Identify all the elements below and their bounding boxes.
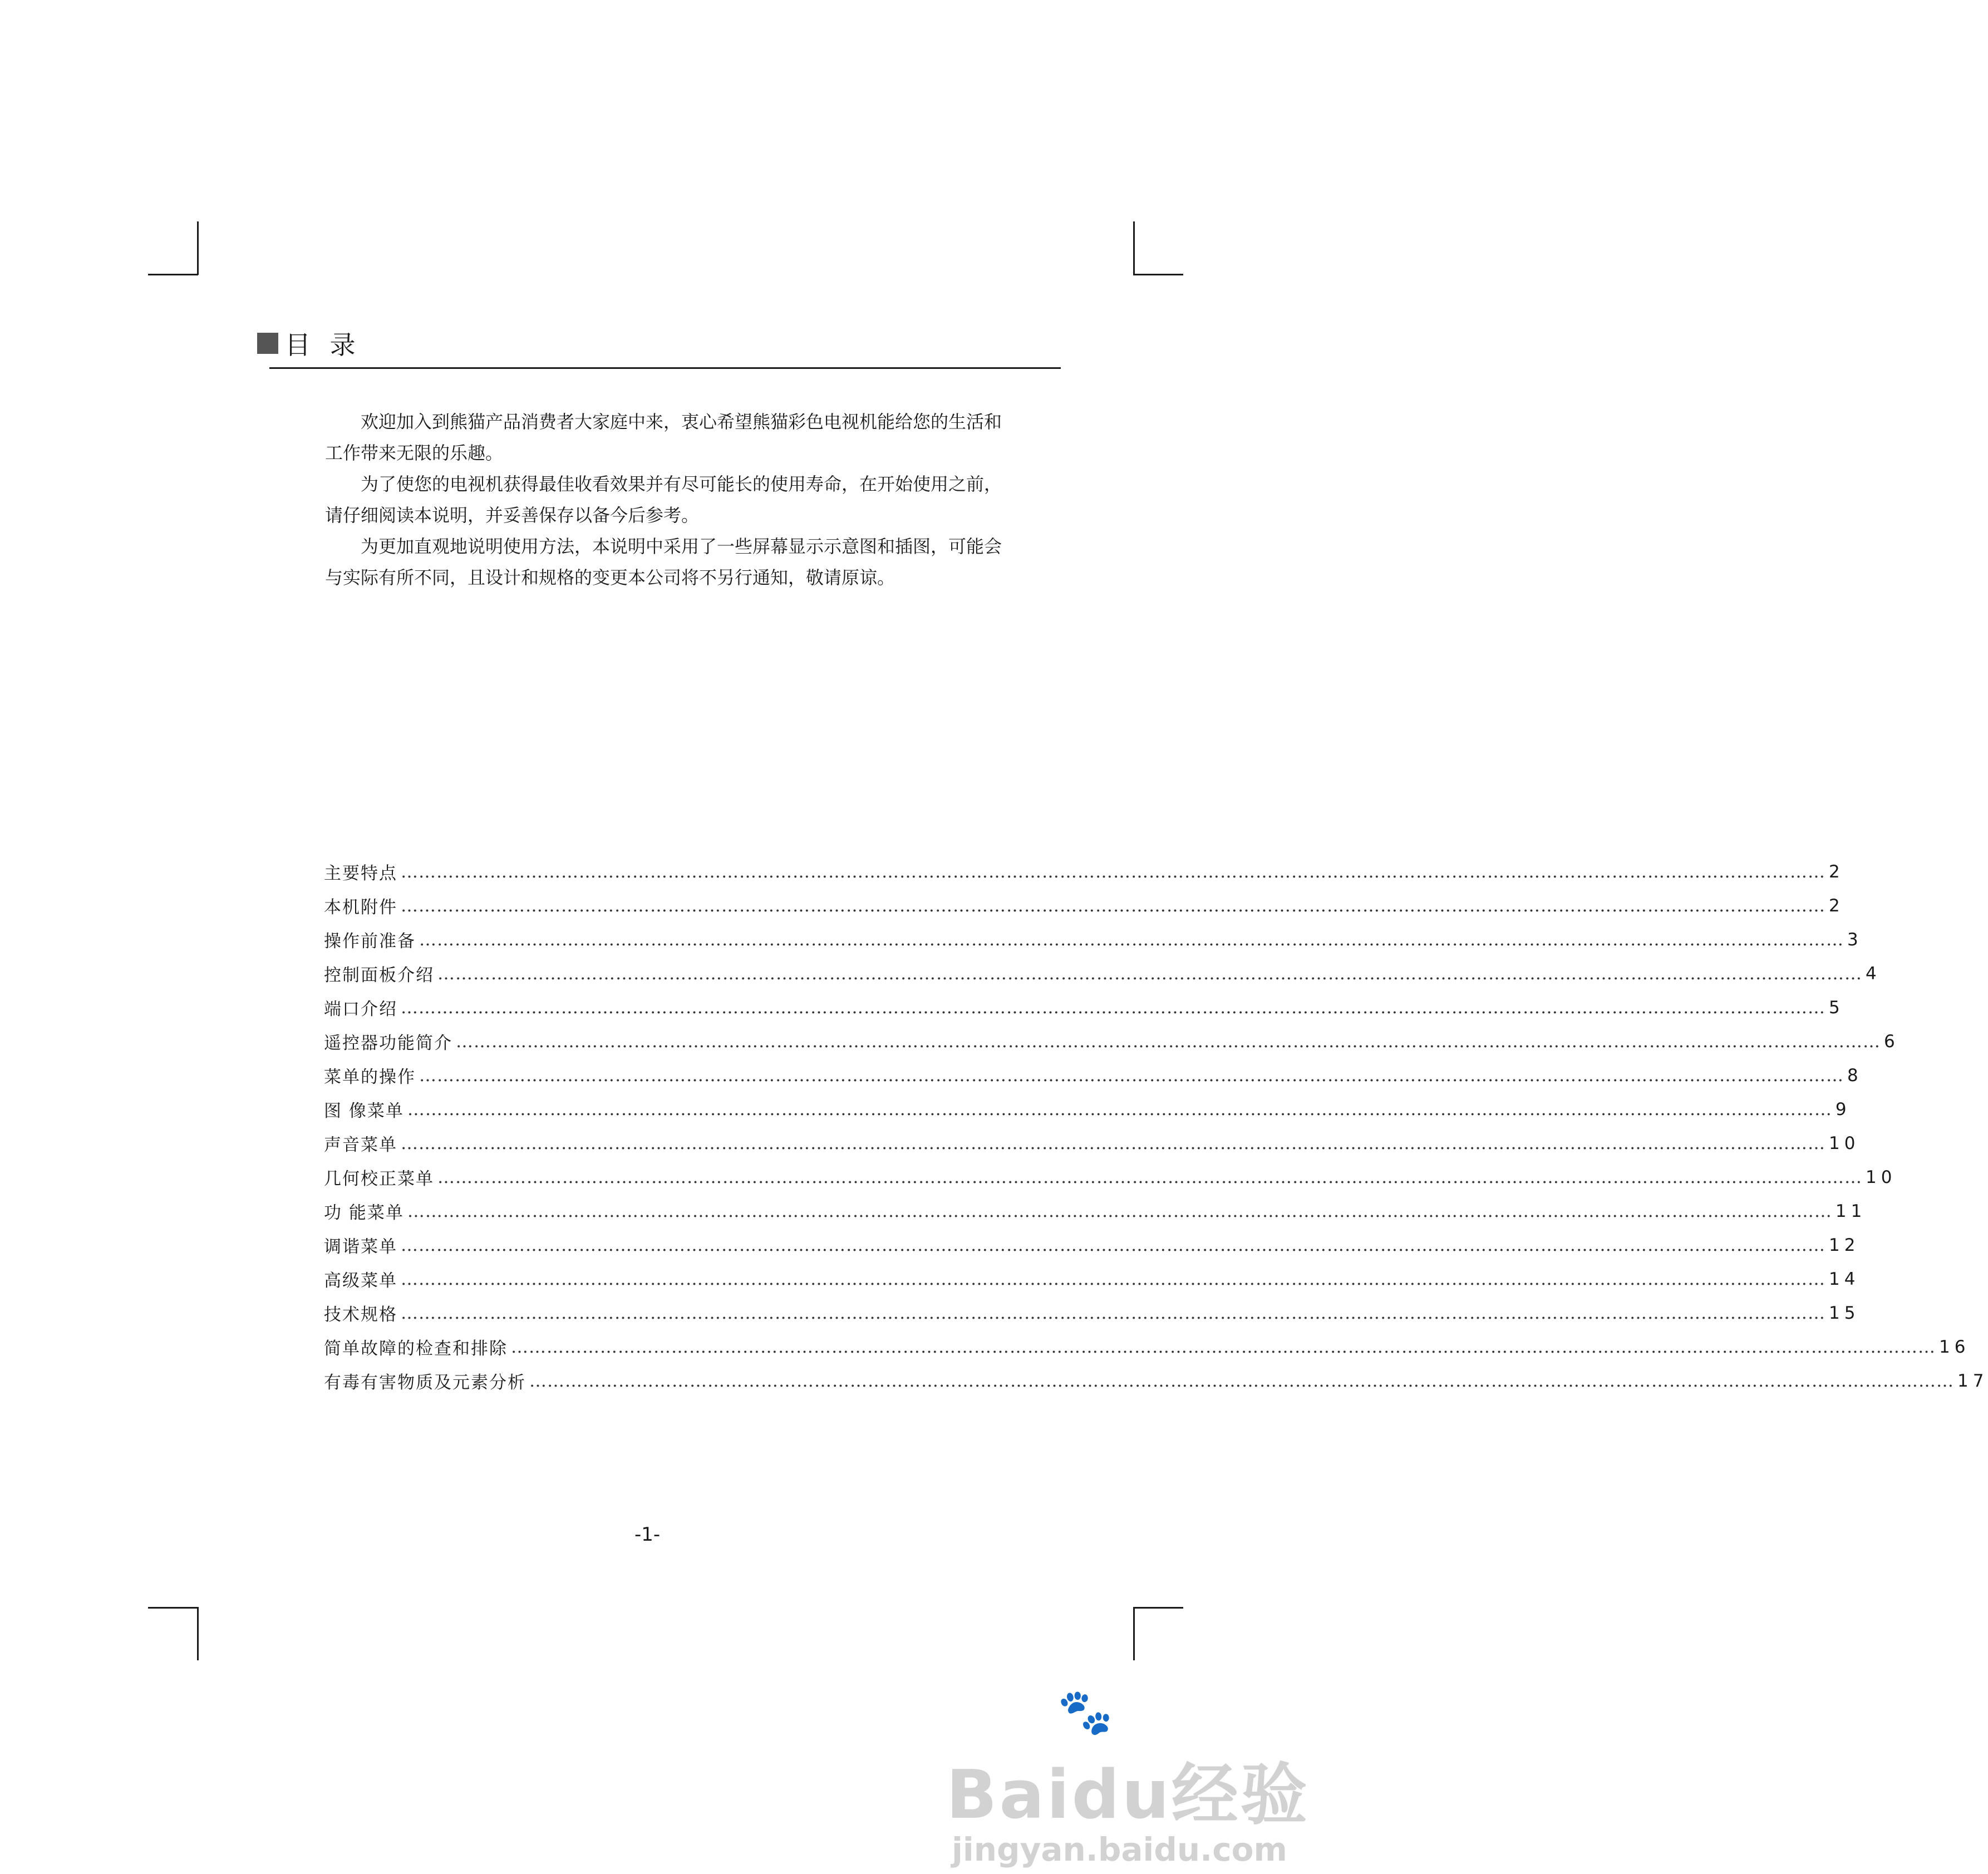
toc-leader-dots: ……………………………………………………………………………………………………………………………………………………………………………………………………………………: [401, 895, 1825, 916]
toc-leader-dots: ……………………………………………………………………………………………………………………………………………………………………………………………………………………: [401, 1303, 1825, 1323]
toc-entry-title: 本机附件: [324, 897, 397, 918]
toc-entry[interactable]: [324, 1194, 1867, 1228]
toc-leader-dots: ……………………………………………………………………………………………………………………………………………………………………………………………………………………: [437, 963, 1862, 984]
intro-text: [325, 406, 1010, 593]
toc-entry-page: 8: [1847, 1065, 1863, 1086]
toc-entry[interactable]: [324, 1160, 1897, 1194]
toc-entry[interactable]: [324, 1126, 1860, 1160]
toc-entry-title: 功 能菜单: [324, 1203, 404, 1223]
toc-entry[interactable]: [324, 1330, 1970, 1364]
toc-entry[interactable]: [324, 1024, 1900, 1058]
toc-leader-dots: ……………………………………………………………………………………………………………………………………………………………………………………………………………………: [401, 861, 1825, 882]
toc-entry[interactable]: [324, 855, 1844, 889]
intro-paragraph: 为了使您的电视机获得最佳收看效果并有尽可能长的使用寿命，在开始使用之前，请仔细阅读本说明，并妥善保存以备今后参考。: [325, 474, 1002, 526]
toc-leader-dots: ……………………………………………………………………………………………………………………………………………………………………………………………………………………: [407, 1201, 1832, 1221]
toc-leader-dots: ……………………………………………………………………………………………………………………………………………………………………………………………………………………: [401, 1133, 1825, 1153]
page-heading: [257, 325, 361, 362]
table-of-contents: [324, 855, 1988, 1398]
toc-entry-title: 有毒有害物质及元素分析: [324, 1373, 526, 1393]
toc-entry-title: 技术规格: [324, 1305, 397, 1325]
crop-mark-top-right-h: [1133, 274, 1183, 275]
toc-entry-page: 6: [1884, 1031, 1900, 1052]
crop-mark-top-left-h: [148, 274, 198, 275]
toc-entry-title: 几何校正菜单: [324, 1169, 434, 1189]
page-title: 目 录: [285, 330, 361, 360]
crop-mark-bottom-right-h: [1133, 1607, 1183, 1609]
toc-leader-dots: ……………………………………………………………………………………………………………………………………………………………………………………………………………………: [419, 929, 1844, 950]
toc-entry[interactable]: [324, 990, 1844, 1024]
heading-rule: [269, 367, 1061, 369]
crop-mark-bottom-left-h: [148, 1607, 198, 1609]
toc-entry-page: 11: [1835, 1201, 1867, 1221]
toc-leader-dots: ……………………………………………………………………………………………………………………………………………………………………………………………………………………: [401, 997, 1825, 1018]
toc-leader-dots: ……………………………………………………………………………………………………………………………………………………………………………………………………………………: [437, 1167, 1862, 1187]
crop-mark-bottom-right-v: [1133, 1607, 1135, 1660]
toc-leader-dots: ……………………………………………………………………………………………………………………………………………………………………………………………………………………: [456, 1031, 1881, 1052]
watermark-logo: Baidu经验: [946, 1757, 1310, 1834]
toc-entry-title: 图 像菜单: [324, 1101, 404, 1121]
paw-icon: 🐾: [1057, 1686, 1113, 1738]
watermark-url: jingyan.baidu.com: [952, 1831, 1287, 1868]
toc-entry-title: 简单故障的检查和排除: [324, 1339, 508, 1359]
crop-mark-bottom-left-v: [197, 1607, 199, 1660]
toc-entry-title: 菜单的操作: [324, 1067, 416, 1087]
toc-entry-page: 9: [1835, 1099, 1851, 1120]
toc-entry-page: 12: [1829, 1235, 1860, 1255]
crop-mark-top-right-v: [1133, 221, 1135, 275]
toc-leader-dots: ……………………………………………………………………………………………………………………………………………………………………………………………………………………: [511, 1337, 1936, 1357]
toc-entry-title: 调谐菜单: [324, 1237, 397, 1257]
toc-entry[interactable]: [324, 1058, 1863, 1092]
intro-paragraph: 欢迎加入到熊猫产品消费者大家庭中来，衷心希望熊猫彩色电视机能给您的生活和工作带来无限的乐趣。: [325, 411, 1002, 463]
toc-entry-title: 高级菜单: [324, 1271, 397, 1291]
toc-leader-dots: ……………………………………………………………………………………………………………………………………………………………………………………………………………………: [529, 1370, 1954, 1391]
intro-paragraph: 为更加直观地说明使用方法，本说明中采用了一些屏幕显示示意图和插图，可能会与实际有所不同，且设计和规格的变更本公司将不另行通知，敬请原谅。: [325, 536, 1002, 588]
toc-entry[interactable]: [324, 1092, 1851, 1126]
toc-entry-page: 5: [1829, 997, 1844, 1018]
toc-entry[interactable]: [324, 1262, 1860, 1296]
toc-entry-title: 遥控器功能简介: [324, 1033, 452, 1053]
toc-entry-title: 声音菜单: [324, 1135, 397, 1155]
toc-entry-title: 端口介绍: [324, 999, 397, 1019]
toc-entry[interactable]: [324, 956, 1881, 990]
toc-entry-title: 操作前准备: [324, 931, 416, 951]
page-number: -1-: [634, 1523, 661, 1546]
toc-entry-page: 15: [1829, 1303, 1860, 1323]
toc-entry-page: 10: [1829, 1133, 1860, 1153]
toc-leader-dots: ……………………………………………………………………………………………………………………………………………………………………………………………………………………: [419, 1065, 1844, 1086]
toc-entry-page: 2: [1829, 895, 1844, 916]
toc-entry[interactable]: [324, 923, 1863, 956]
toc-leader-dots: ……………………………………………………………………………………………………………………………………………………………………………………………………………………: [407, 1099, 1832, 1120]
toc-entry-page: 3: [1847, 929, 1863, 950]
heading-square-icon: [257, 333, 278, 354]
toc-entry-page: 17: [1957, 1370, 1988, 1391]
toc-entry[interactable]: [324, 1228, 1860, 1262]
toc-entry-page: 2: [1829, 861, 1844, 882]
toc-entry-page: 4: [1866, 963, 1881, 984]
toc-entry-title: 控制面板介绍: [324, 965, 434, 985]
toc-entry-title: 主要特点: [324, 864, 397, 884]
toc-entry-page: 14: [1829, 1269, 1860, 1289]
toc-entry[interactable]: [324, 1296, 1860, 1330]
crop-mark-top-left-v: [197, 221, 199, 275]
toc-entry[interactable]: [324, 889, 1844, 923]
toc-entry-page: 16: [1939, 1337, 1970, 1357]
toc-leader-dots: ……………………………………………………………………………………………………………………………………………………………………………………………………………………: [401, 1235, 1825, 1255]
toc-entry-page: 10: [1866, 1167, 1897, 1187]
toc-entry[interactable]: [324, 1364, 1988, 1398]
toc-leader-dots: ……………………………………………………………………………………………………………………………………………………………………………………………………………………: [401, 1269, 1825, 1289]
